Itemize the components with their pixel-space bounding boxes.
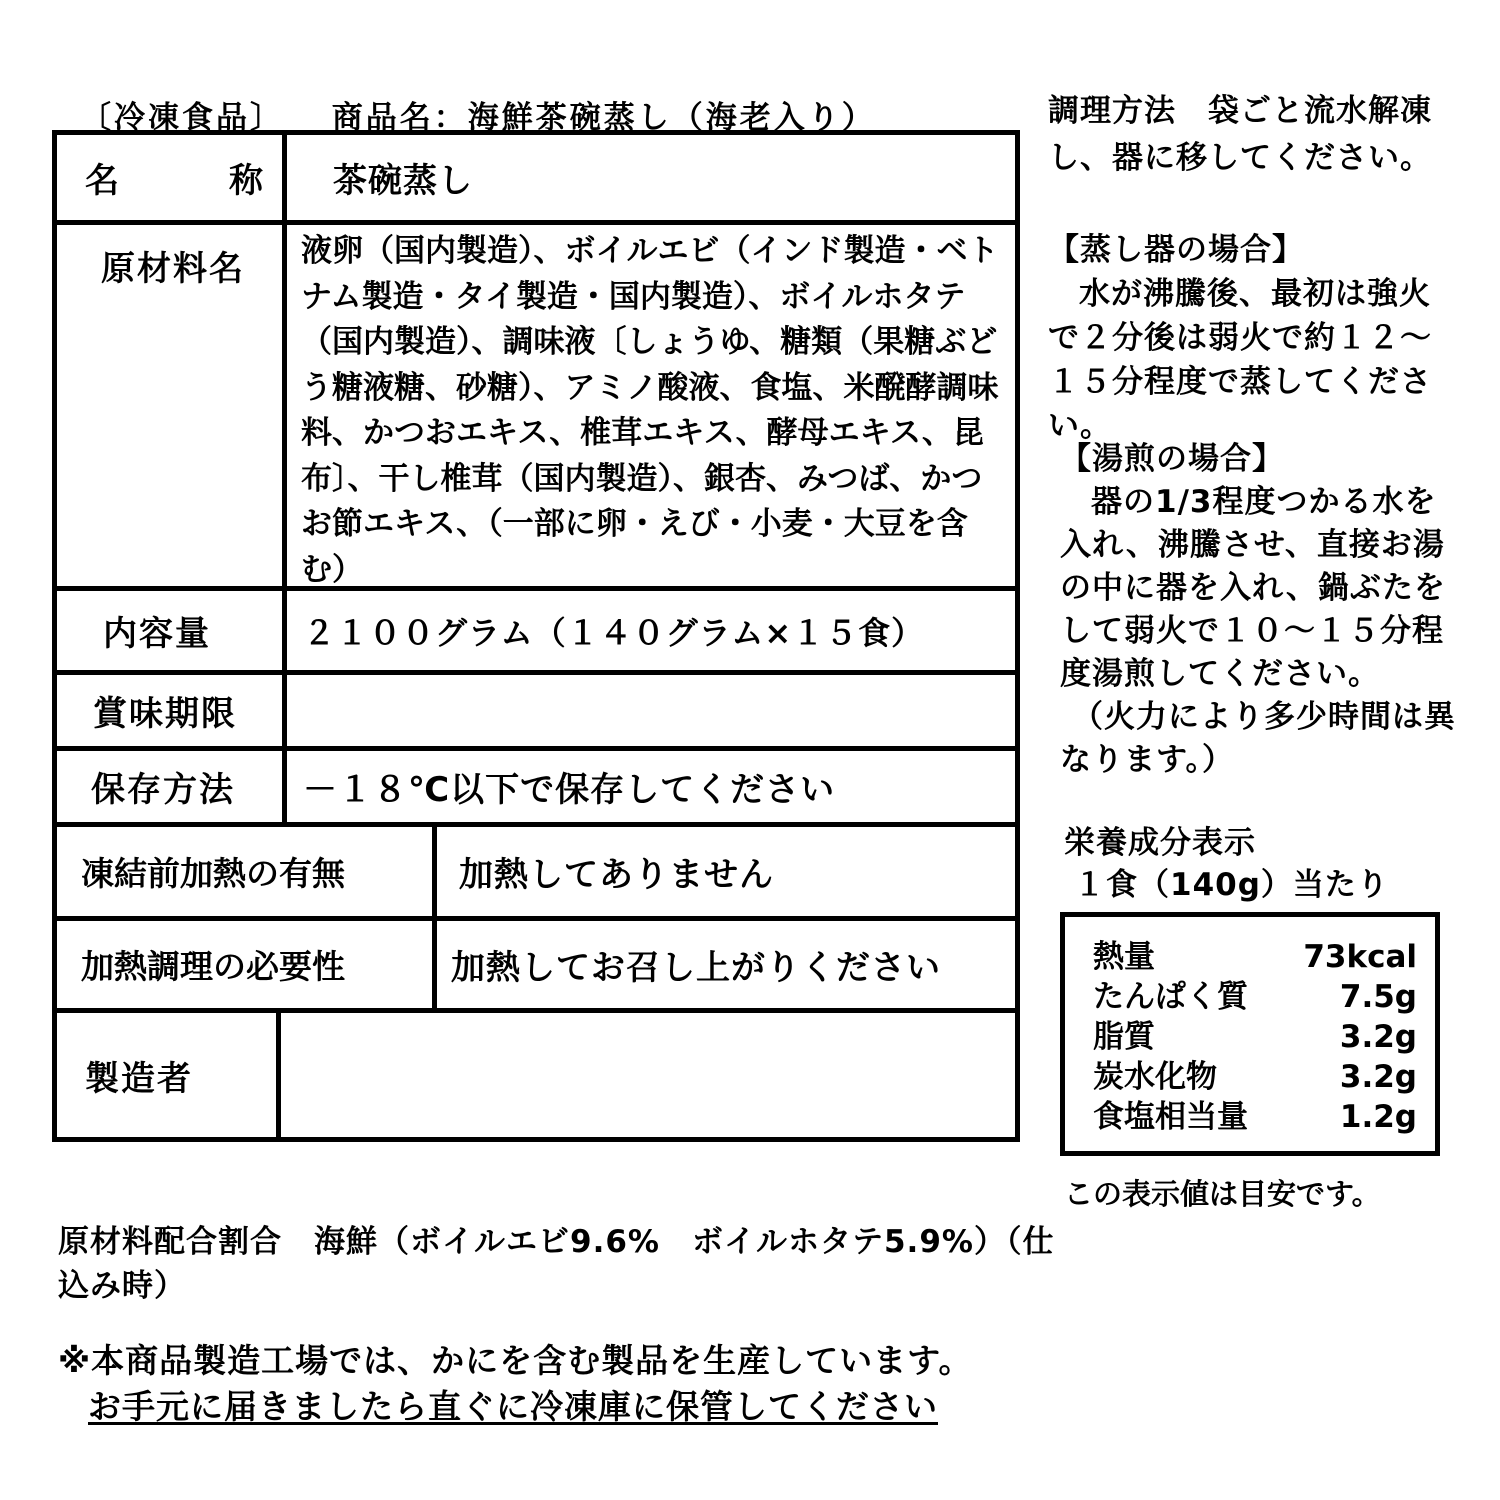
row-label: 加熱調理の必要性 bbox=[57, 921, 437, 1008]
cooking-method: 調理方法 袋ごと流水解凍し、器に移してください。 bbox=[1048, 93, 1432, 176]
row-value: ２１００グラム（１４０グラム×１５食） bbox=[303, 613, 925, 652]
nutrition-per-serving: １食（140g）当たり bbox=[1074, 867, 1389, 903]
footer-notes bbox=[58, 1338, 972, 1430]
nutrient-name: たんぱく質 bbox=[1093, 979, 1248, 1015]
nutrition-heading: 栄養成分表示 bbox=[1064, 825, 1256, 861]
nutrition-title bbox=[1064, 822, 1389, 906]
nutrient-value: 1.2g bbox=[1339, 1099, 1417, 1135]
water-bath-note: （火力により多少時間は異なります。） bbox=[1060, 699, 1456, 778]
table-row-content-amount bbox=[57, 591, 1015, 675]
nutrition-note: この表示値は目安です。 bbox=[1064, 1177, 1381, 1211]
steamer-section bbox=[1048, 228, 1448, 448]
nutrition-row bbox=[1093, 1017, 1417, 1057]
table-row-pre-freeze-heating bbox=[57, 827, 1015, 921]
water-bath-section bbox=[1060, 438, 1460, 782]
row-label: 内容量 bbox=[57, 591, 287, 670]
row-label: 製造者 bbox=[57, 1013, 281, 1137]
row-value: 加熱してありません bbox=[459, 855, 774, 895]
nutrition-table bbox=[1060, 912, 1440, 1156]
row-value: 茶碗蒸し bbox=[333, 161, 473, 201]
row-value bbox=[281, 1013, 1015, 1137]
nutrition-row bbox=[1093, 977, 1417, 1017]
nutrition-row bbox=[1093, 937, 1417, 977]
row-label: 賞味期限 bbox=[57, 675, 287, 746]
storage-instruction-note: お手元に届きましたら直ぐに冷凍庫に保管してください bbox=[88, 1387, 938, 1426]
nutrient-name: 食塩相当量 bbox=[1093, 1099, 1248, 1135]
nutrient-value: 3.2g bbox=[1339, 1059, 1417, 1095]
table-row-storage bbox=[57, 751, 1015, 827]
nutrient-name: 炭水化物 bbox=[1093, 1059, 1217, 1095]
steamer-text: 水が沸騰後、最初は強火で２分後は弱火で約１２～１５分程度で蒸してください。 bbox=[1048, 276, 1432, 444]
row-label: 保存方法 bbox=[57, 751, 287, 822]
label-table bbox=[52, 130, 1020, 1142]
row-label: 名 称 bbox=[57, 135, 287, 220]
row-label: 原材料名 bbox=[57, 225, 287, 586]
table-row-best-before bbox=[57, 675, 1015, 751]
row-value bbox=[287, 675, 1015, 746]
factory-allergen-note: ※本商品製造工場では、かにを含む製品を生産しています。 bbox=[58, 1341, 973, 1380]
ingredients-value: 液卵（国内製造）、ボイルエビ（インド製造・ベトナム製造・タイ製造・国内製造）、ボイルホタテ（国内製造）、調味液〔しょうゆ、糖類（果糖ぶどう糖液糖、砂糖）、アミノ酸液、食塩、米醗酵調味料、かつおエキス、椎茸エキス、酵母エキス、昆布〕、干し椎茸（国内製造）、銀杏、みつば、かつお節エキス、（一部に卵・えび・小麦・大豆を含む） bbox=[301, 233, 999, 586]
nutrient-value: 3.2g bbox=[1339, 1019, 1417, 1055]
nutrient-name: 脂質 bbox=[1093, 1019, 1155, 1055]
nutrition-row bbox=[1093, 1057, 1417, 1097]
nutrient-value: 73kcal bbox=[1303, 939, 1417, 975]
table-row-manufacturer bbox=[57, 1013, 1015, 1137]
nutrient-value: 7.5g bbox=[1339, 979, 1417, 1015]
table-row-cooking-necessity bbox=[57, 921, 1015, 1013]
row-value: 加熱してお召し上がりください bbox=[451, 948, 941, 988]
table-row-ingredients bbox=[57, 225, 1015, 591]
nutrition-row bbox=[1093, 1097, 1417, 1137]
product-name: 商品名：海鮮茶碗蒸し（海老入り） bbox=[331, 100, 876, 136]
row-label: 凍結前加熱の有無 bbox=[57, 827, 437, 916]
row-value: －１８℃以下で保存してください bbox=[303, 770, 836, 810]
category-label: 〔冷凍食品〕 bbox=[80, 100, 284, 136]
table-row-name bbox=[57, 135, 1015, 225]
ingredient-ratio: 原材料配合割合 海鮮（ボイルエビ9.6% ボイルホタテ5.9%）（仕込み時） bbox=[58, 1224, 1055, 1304]
steamer-title: 【蒸し器の場合】 bbox=[1048, 232, 1304, 268]
water-bath-title: 【湯煎の場合】 bbox=[1060, 441, 1284, 477]
nutrient-name: 熱量 bbox=[1093, 939, 1155, 975]
water-bath-text: 器の1/3程度つかる水を入れ、沸騰させ、直接お湯の中に器を入れ、鍋ぶたをして弱火で１０～１５分程度湯煎してください。 bbox=[1060, 484, 1446, 692]
